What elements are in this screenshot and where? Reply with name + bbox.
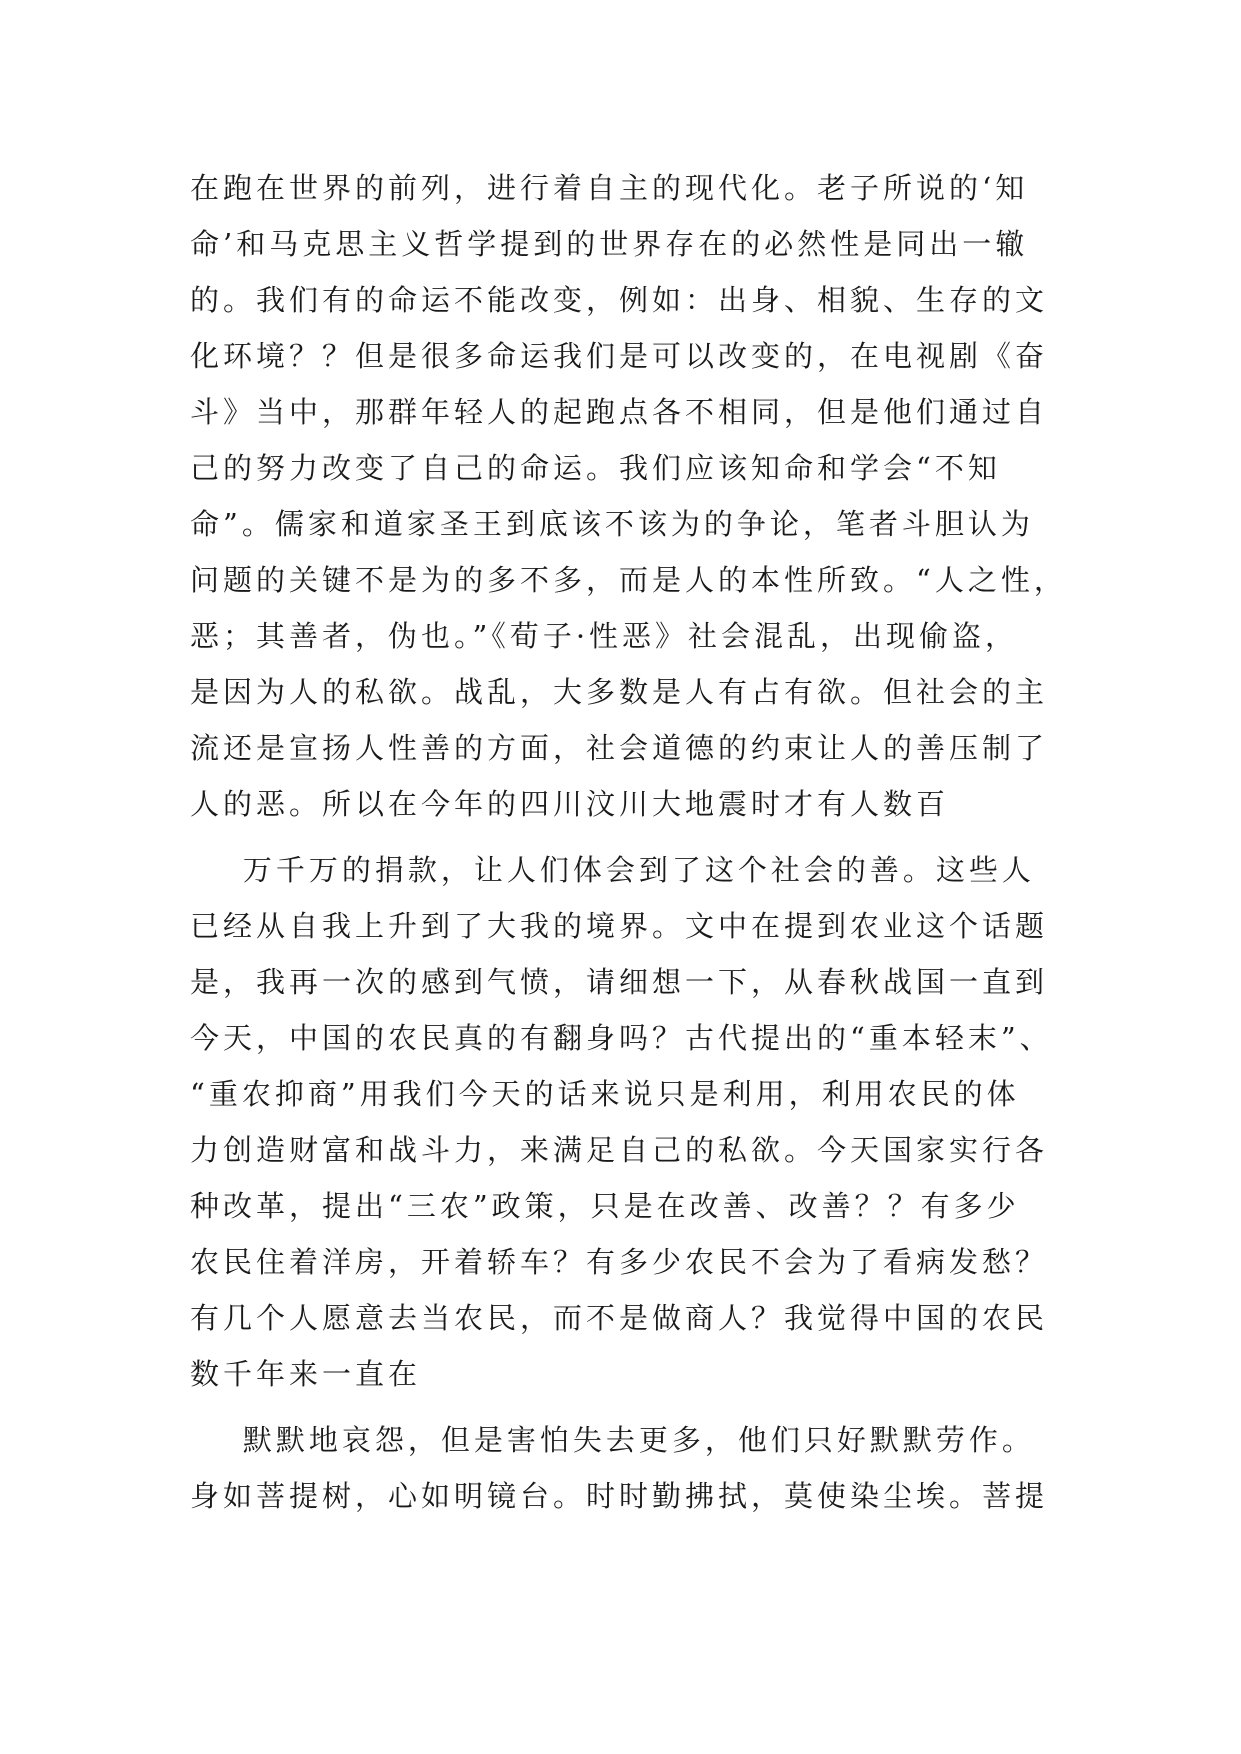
text-line: 己的努力改变了自己的命运。我们应该知命和学会“不知 xyxy=(190,451,1001,485)
text-line: 已经从自我上升到了大我的境界。文中在提到农业这个话题 xyxy=(190,909,1049,943)
text-line: 人的恶。所以在今年的四川汶川大地震时才有人数百 xyxy=(190,787,950,821)
paragraph-1 xyxy=(190,160,1100,832)
text-line: 在跑在世界的前列，进行着自主的现代化。老子所说的‘知 xyxy=(190,171,1029,205)
paragraph-spacer xyxy=(190,832,1100,842)
text-line: 有几个人愿意去当农民，而不是做商人？我觉得中国的农民 xyxy=(190,1301,1049,1335)
text-line: 今天，中国的农民真的有翻身吗？古代提出的“重本轻末”、 xyxy=(190,1021,1053,1055)
text-line: 万千万的捐款，让人们体会到了这个社会的善。这些人 xyxy=(190,853,1035,887)
text-line: 农民住着洋房，开着轿车？有多少农民不会为了看病发愁？ xyxy=(190,1245,1049,1279)
text-line: 力创造财富和战斗力，来满足自己的私欲。今天国家实行各 xyxy=(190,1133,1049,1167)
text-line: 化环境？？但是很多命运我们是可以改变的，在电视剧《奋 xyxy=(190,339,1049,373)
paragraph-2 xyxy=(190,842,1100,1402)
text-line: 的。我们有的命运不能改变，例如：出身、相貌、生存的文 xyxy=(190,283,1049,317)
text-line: “重农抑商”用我们今天的话来说只是利用，利用农民的体 xyxy=(190,1077,1020,1111)
text-line: 命’和马克思主义哲学提到的世界存在的必然性是同出一辙 xyxy=(190,227,1029,261)
text-line: 种改革，提出“三农”政策，只是在改善、改善？？有多少 xyxy=(190,1189,1020,1223)
text-line: 数千年来一直在 xyxy=(190,1357,422,1391)
text-line: 斗》当中，那群年轻人的起跑点各不相同，但是他们通过自 xyxy=(190,395,1049,429)
paragraph-spacer xyxy=(190,1402,1100,1412)
text-line: 问题的关键不是为的多不多，而是人的本性所致。“人之性， xyxy=(190,563,1067,597)
text-line: 是，我再一次的感到气愤，请细想一下，从春秋战国一直到 xyxy=(190,965,1049,999)
text-line: 流还是宣扬人性善的方面，社会道德的约束让人的善压制了 xyxy=(190,731,1049,765)
text-line: 是因为人的私欲。战乱，大多数是人有占有欲。但社会的主 xyxy=(190,675,1049,709)
paragraph-3 xyxy=(190,1412,1100,1524)
body-text xyxy=(190,160,1100,1524)
text-line: 命”。儒家和道家圣王到底该不该为的争论，笔者斗胆认为 xyxy=(190,507,1034,541)
text-line: 恶；其善者，伪也。”《荀子·性恶》社会混乱，出现偷盗， xyxy=(190,619,1019,653)
text-line: 身如菩提树，心如明镜台。时时勤拂拭，莫使染尘埃。菩提 xyxy=(190,1479,1049,1513)
text-line: 默默地哀怨，但是害怕失去更多，他们只好默默劳作。 xyxy=(190,1423,1035,1457)
